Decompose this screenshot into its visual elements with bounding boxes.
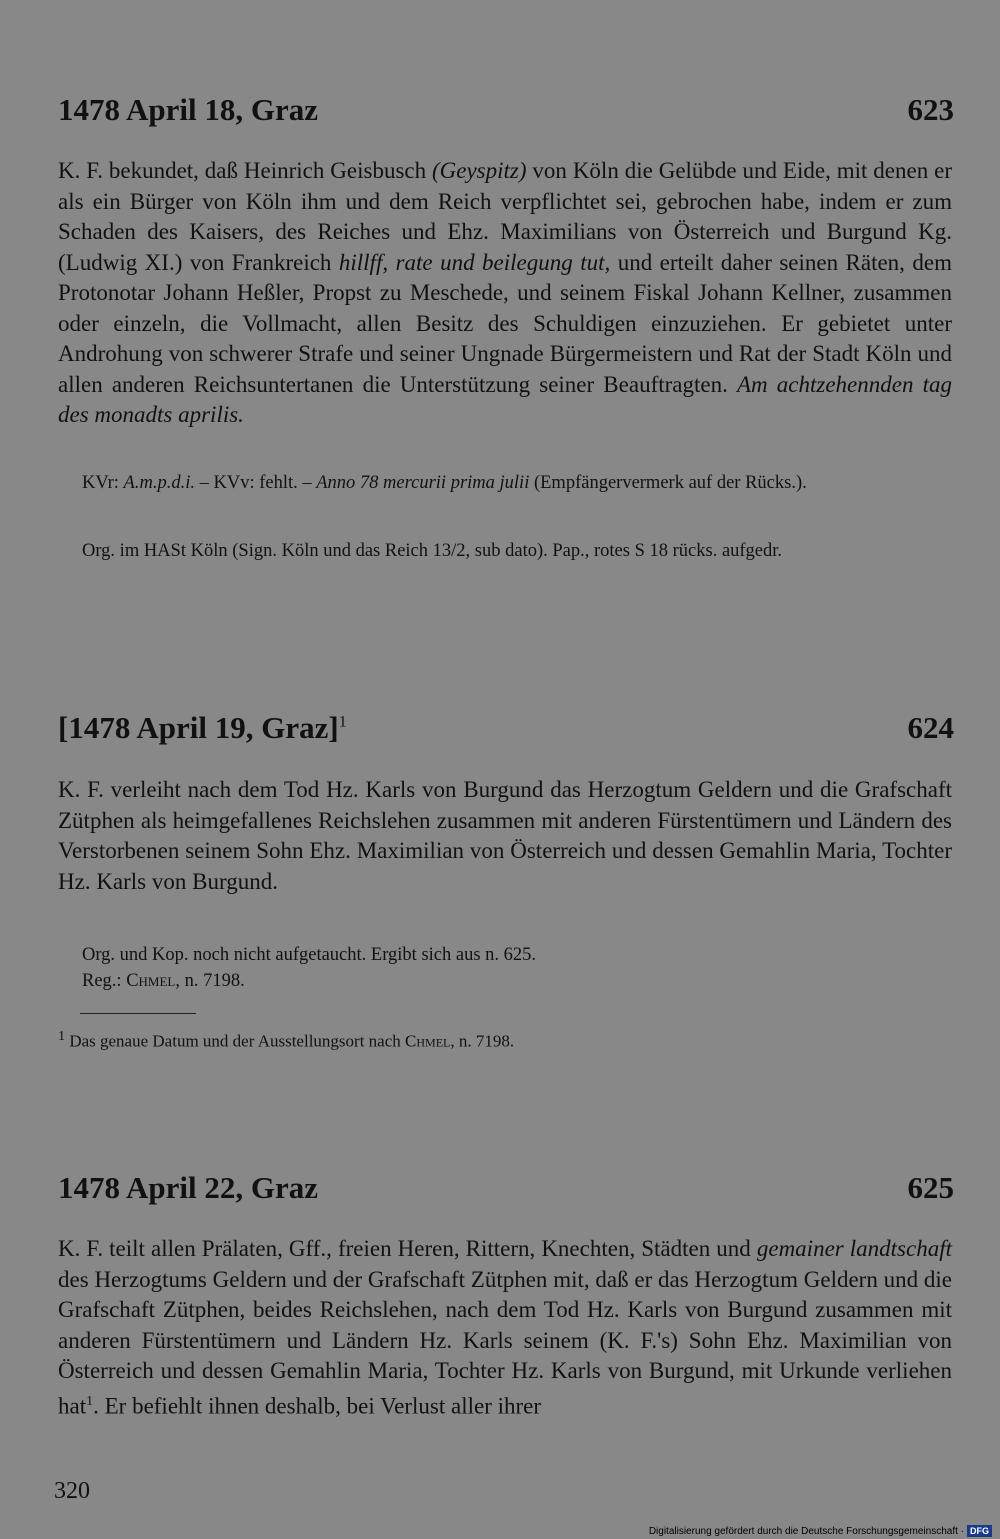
text-run: Das genaue Datum und der Ausstellungsort nach bbox=[65, 1031, 406, 1051]
doc-date-place: 1478 April 18, Graz bbox=[58, 92, 319, 127]
funding-text: Digitalisierung gefördert durch die Deutsche Forschungsgemeinschaft · bbox=[648, 1525, 964, 1537]
text-line bbox=[58, 968, 952, 994]
text-run: des Herzogtums Geldern und der Grafschaft Zütphen mit, daß er das Herzogtum Geldern und die Grafschaft Zütphen, beides Reichslehen, nach dem Tod Hz. Karls von Burgund zusammen mit anderen Fürstentümern und Ländern Hz. Karls seinem (K. F.'s) Sohn Ehz. Maximilian von Österreich und dessen Gemahlin Maria, Tochter Hz. Karls von Burgund, mit Urkunde verliehen hat bbox=[58, 1266, 952, 1419]
regest-text bbox=[58, 1234, 952, 1422]
doc-heading-625 bbox=[58, 1170, 954, 1206]
footnote bbox=[58, 1024, 952, 1054]
text-run: von Köln die Gelübde und Eide, mit denen er als ein Bürger von Köln ihm und dem Reich verpflichtet sei, gebrochen habe, indem er zum Schaden des Kaisers, des Reiches und Ehz. Maximilians von Österreich und Burgund Kg. (Ludwig XI.) von Frankreich bbox=[58, 158, 952, 275]
text-run: und erteilt daher seinen Räten, dem Protonotar Johann Heßler, Propst zu Meschede, und seinem Fiskal Johann Kellner, zusammen oder einzeln, die Vollmacht, allen Besitz des Schuldigen einzuziehen. Er gebietet unter Androhung von schwerer Strafe und seiner Ungnade Bürgermeistern und Rat der Stadt Köln und allen anderen Reichsuntertanen die Unterstützung seiner Beauftragten. bbox=[58, 249, 953, 397]
text-line: Org. und Kop. noch nicht aufgetaucht. Ergibt sich aus n. 625. bbox=[82, 945, 537, 965]
overlieferung-note bbox=[58, 942, 952, 994]
doc-date-place bbox=[58, 710, 347, 746]
smallcaps-run: Chmel bbox=[405, 1031, 451, 1051]
footnote-divider bbox=[80, 1013, 196, 1014]
text-run: (Empfängervermerk auf der Rücks.). bbox=[529, 473, 807, 493]
doc-date-place: 1478 April 22, Graz bbox=[58, 1170, 319, 1205]
doc-number: 624 bbox=[907, 710, 954, 745]
italic-run: Am achtzehennden tag des monadts aprilis. bbox=[58, 371, 952, 427]
doc-number: 623 bbox=[907, 92, 954, 127]
text-run: K. F. teilt allen Prälaten, Gff., freien Heren, Rittern, Knechten, Städten und bbox=[58, 1236, 757, 1261]
overlieferung-note bbox=[58, 538, 952, 564]
italic-run: hillff, rate und beilegung tut, bbox=[338, 249, 611, 275]
text-run: – KVv: fehlt. – bbox=[194, 473, 317, 493]
text-run: Org. im HASt Köln (Sign. Köln und das Reich 13/2, sub dato). Pap., rotes S 18 rücks. aufgedr. bbox=[82, 541, 783, 561]
kanzleivermerk-note bbox=[58, 470, 952, 496]
smallcaps-run: Chmel bbox=[126, 971, 176, 991]
text-run: . Er befiehlt ihnen deshalb, bei Verlust aller ihrer bbox=[93, 1393, 542, 1419]
funding-footer bbox=[649, 1525, 992, 1537]
dfg-logo-icon: DFG bbox=[967, 1525, 992, 1537]
text-run: , n. 7198. bbox=[175, 971, 245, 991]
doc-heading-623 bbox=[58, 92, 954, 128]
heading-text: [1478 April 19, Graz] bbox=[58, 710, 339, 745]
regest-text: K. F. verleiht nach dem Tod Hz. Karls von Burgund das Herzogtum Geldern und die Grafschaft Zütphen als heimgefallenes Reichslehen zusammen mit anderen Fürstentümern und Ländern des Verstorbenen seinem Sohn Ehz. Maximilian von Österreich und dessen Gemahlin Maria, Tochter Hz. Karls von Burgund. bbox=[58, 777, 952, 894]
italic-run: Anno 78 mercurii prima julii bbox=[316, 473, 530, 493]
page-number: 320 bbox=[54, 1478, 90, 1504]
italic-run: (Geyspitz) bbox=[432, 158, 527, 183]
regest-text bbox=[58, 156, 952, 431]
footnote-marker: 1 bbox=[338, 713, 347, 731]
text-run: , n. 7198. bbox=[450, 1031, 515, 1051]
footnote-number: 1 bbox=[58, 1028, 66, 1044]
doc-number: 625 bbox=[907, 1170, 954, 1205]
text-run: Reg.: bbox=[82, 971, 127, 991]
doc-heading-624 bbox=[58, 710, 954, 746]
italic-run: A.m.p.d.i. bbox=[123, 473, 195, 493]
text-run: K. F. bekundet, daß Heinrich Geisbusch bbox=[58, 158, 432, 183]
footnote-marker: 1 bbox=[86, 1393, 94, 1409]
italic-run: gemainer landtschaft bbox=[756, 1236, 953, 1261]
text-run: KVr: bbox=[82, 473, 124, 493]
